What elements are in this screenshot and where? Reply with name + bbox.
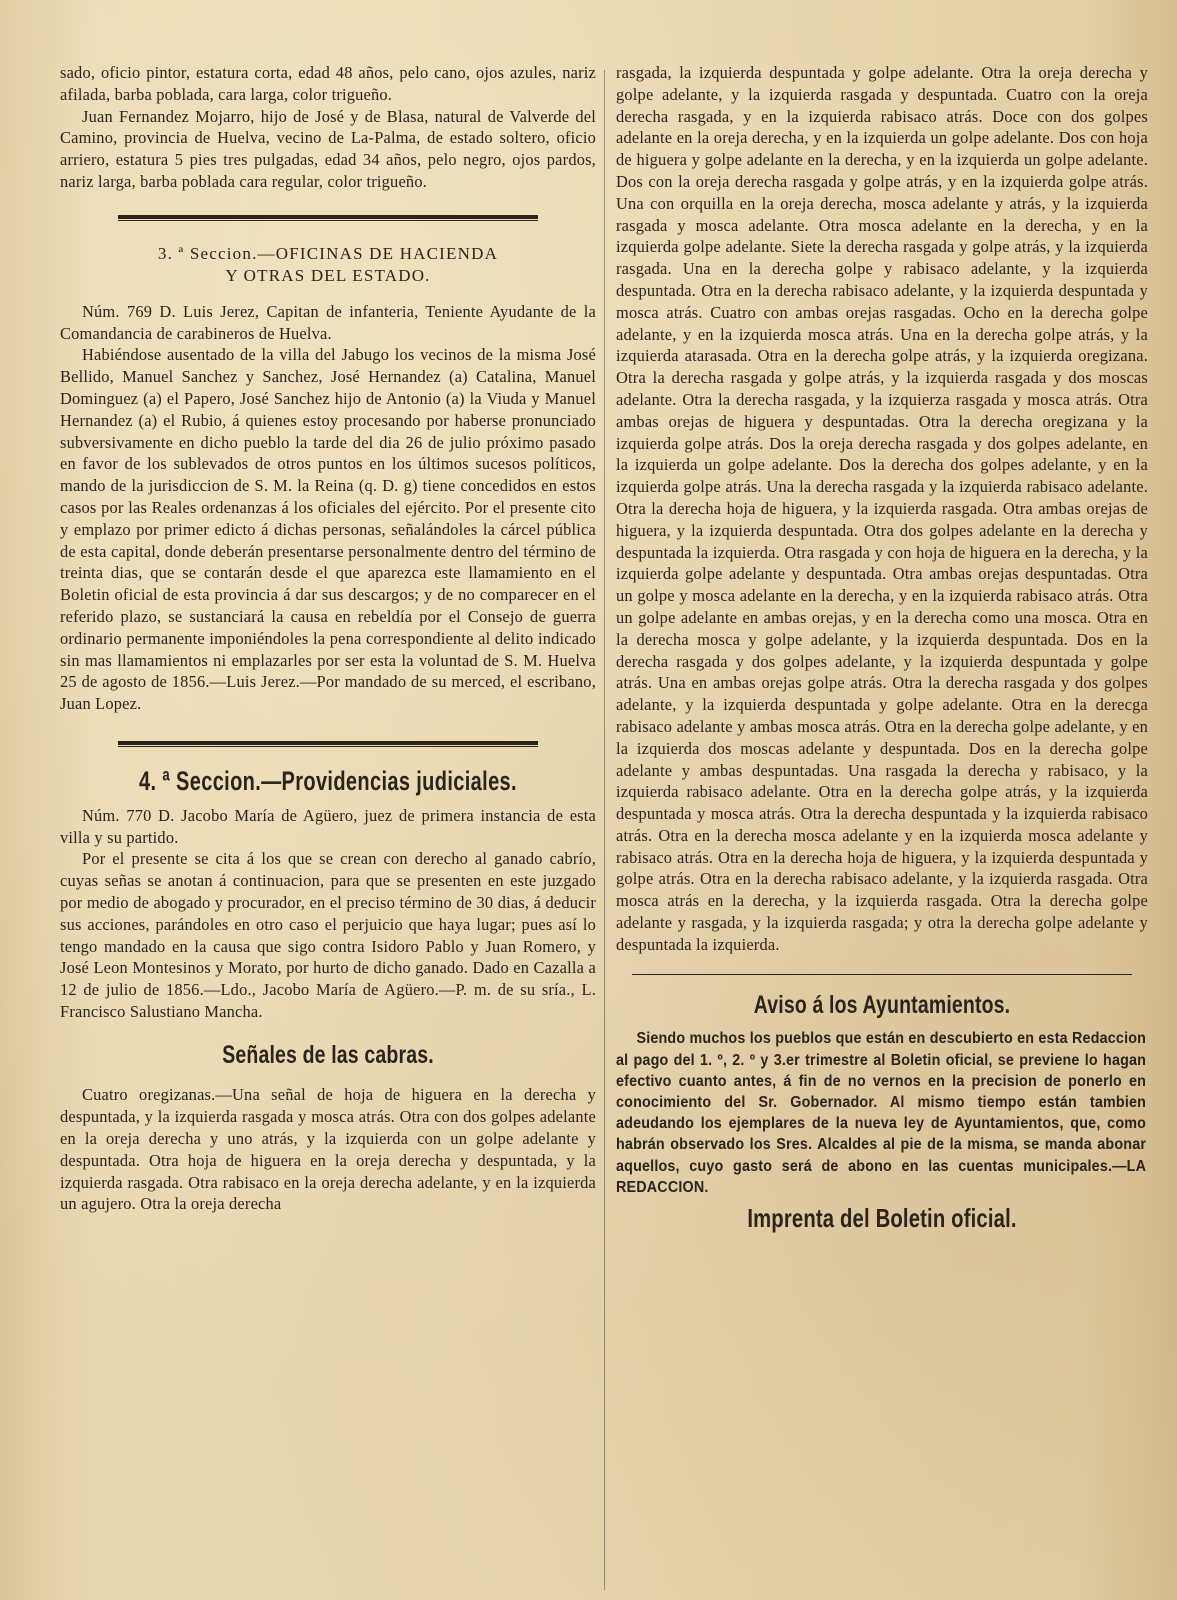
intro-paragraph-1: sado, oficio pintor, estatura corta, edad 48 años, pelo cano, ojos azules, nariz afilada, barba poblada, cara larga, color trigueño. (60, 63, 596, 104)
aviso-body (616, 1028, 1148, 1198)
senales-paragraph: Cuatro oregizanas.—Una señal de hoja de higuera en la derecha y despuntada, y la izquierda rasgada y mosca atrás. Otra con dos golpes adelante en la oreja derecha y uno atrás, y la izquierda con un golpe adelante y despuntada. Otra hoja de higuera en la oreja derecha y despuntada, y la izquierda rasgada. Otra rabisaco en la oreja derecha adelante, y en la izquierda un agujero. Otra la oreja derecha (60, 1085, 596, 1214)
aviso-divider (632, 974, 1132, 975)
section3-title-line1: 3. ª Seccion.—OFICINAS DE HACIENDA (157, 243, 499, 263)
intro-paragraph-2: Juan Fernandez Mojarro, hijo de José y de Blasa, natural de Valverde del Camino, provincia de Huelva, vecino de La-Palma, de estado soltero, oficio arriero, estatura 5 pies tres pulgadas, edad 34 años, pelo negro, ojos pardos, nariz larga, barba poblada cara regular, color trigueño. (60, 106, 596, 191)
section4-title: 4. ª Seccion.—Providencias judiciales. (139, 765, 517, 796)
imprint-line: Imprenta del Boletin oficial. (747, 1203, 1017, 1234)
goat-marks-paragraph: rasgada, la izquierda despuntada y golpe adelante. Otra la oreja derecha y golpe adelante, y la izquierda rasgada y despuntada. Cuatro con la oreja derecha rasgada, y en la izquierda rabisaco atrás. Doce con dos golpes adelante en la oreja derecha, y en la izquierda un golpe adelante. Dos con hoja de higuera y golpe adelante en la derecha, y en la izquierda un golpe adelante. Dos con la oreja derecha rasgada y golpe atrás, y en la izquierda golpe atrás. Una con orquilla en la oreja derecha, mosca adelante y atrás, y la izquierda rasgada y mosca adelante. Otra mosca adelante en la derecha, y en la izquierda golpe adelante. Siete la derecha rasgada y golpe atrás, y la izquierda rasgada. Una en la derecha golpe y rabisaco adelante, y la izquierda despuntada. Otra en la derecha rabisaco adelante, y la izquierda despuntada y mosca atrás. Cuatro con ambas orejas rasgadas. Ocho en la derecha golpe adelante, y en la izquierda mosca atrás. Una en la derecha golpe atrás, y la izquierda atarasada. Otra en la derecha golpe atrás, y la izquierda oregizana. Otra la derecha rasgada y golpe atrás, y la izquierda rasgada y dos moscas adelante. Otra la derecha rasgada, y la izquierza rasgada y mosca atrás. Otra ambas orejas de higuera y despuntadas. Otra la derecha oregizana y la izquierda golpe atrás. Dos la oreja derecha rasgada y dos golpes adelante, en la izquierda un golpe adelante. Dos la derecha dos golpes adelante, y en la izquierda golpe atrás. Una la derecha rasgada y la izquierda rabisaco adelante. Otra la derecha hoja de higuera, y la izquierda rasgada. Otra ambas orejas de higuera, y la izquierda despuntada. Otra dos golpes adelante en la derecha y despuntada la izquierda. Otra rasgada y con hoja de higuera en la derecha, y la izquierda golpe adelante y despuntada. Otra ambas orejas despuntadas. Otra un golpe y mosca adelante en la derecha, y en la izquierda rabisaco atrás. Otra un golpe adelante en ambas orejas, y en la derecha como una mosca. Otra en la derecha mosca y golpe adelante, y la izquierda despuntada. Dos en la derecha rasgada y dos golpes adelante, y la izquierda despuntada y golpe atrás. Una en ambas orejas golpe atrás. Otra la derecha rasgada y dos golpes adelante, y la izquierda despuntada y golpe adelante. Otra en la derecga rabisaco adelante y ambas mosca atrás. Otra en la derecha golpe adelante, y en la izquierda dos moscas adelante y despuntada. Dos en la derecha golpe adelante y ambas despuntadas. Una rasgada la derecha y rabisaco, y la izquierda rabisaco adelante. Otra en la derecha golpe atrás, y la izquierda despuntada y mosca atrás. Otra la derecha despuntada y la izquierda rabisaco atrás. Otra en la derecha mosca adelante y en la izquierda mosca adelante y rabisaco atrás. Otra en la derecha hoja de higuera, y la izquierda despuntada y golpe atrás. Otra en la derecha rabisaco adelante, y la izquierda rasgada. Otra mosca atrás en la derecha, y la izquierda rasgada. Otra la derecha golpe adelante y rasgada, y la izquierda rasgada; y otra la derecha golpe adelante y despuntada la izquierda. (616, 63, 1148, 954)
left-column (60, 62, 596, 1215)
aviso-title: Aviso á los Ayuntamientos. (753, 990, 1011, 1019)
section4-header-paragraph: Núm. 770 D. Jacobo María de Agüero, juez de primera instancia de esta villa y su partido. (60, 805, 596, 847)
aviso-paragraph: Siendo muchos los pueblos que están en descubierto en esta Redaccion al pago del 1. º, 2. º y 3.er trimestre al Boletin oficial, se previene lo hagan efectivo cuanto antes, á fin de no vernos en la precision de ponerlo en conocimiento del Sr. Gobernador. Al mismo tiempo están tambien adeudando los ejemplares de la nueva ley de Ayuntamientos, que, como habrán observado los Sres. Alcaldes al pie de la misma, se manda abonar aquellos, cuyo gasto será de abono en las cuentas municipales.—LA REDACCION. (616, 1030, 1147, 1196)
right-column (616, 62, 1148, 1234)
section4-body-paragraph: Por el presente se cita á los que se crean con derecho al ganado cabrío, cuyas señas se anotan á continuacion, para que se presenten en este juzgado por medio de abogado y procurador, en el preciso término de 30 dias, á deducir sus acciones, parándoles en otro caso el perjuicio que haya lugar; pues así lo tengo mandado en la causa que sigo contra Isidoro Pablo y Juan Romero, y José Leon Montesinos y Morato, por hurto de dicho ganado. Dado en Cazalla a 12 de julio de 1856.—Ldo., Jacobo María de Agüero.—P. m. de su sría., L. Francisco Salustiano Mancha. (60, 849, 596, 1021)
section3-title-line2: Y OTRAS DEL ESTADO. (225, 265, 431, 285)
section3-body-paragraph: Habiéndose ausentado de la villa del Jabugo los vecinos de la misma José Bellido, Manuel Sanchez y Sanchez, José Hernandez (a) Catalina, Manuel Dominguez (a) el Papero, José Sanchez hijo de Antonio (a) la Viuda y Manuel Hernandez (a) el Rubio, á quienes estoy procesando por haberse pronunciado subversivamente en dicho pueblo la tarde del dia 26 de julio próximo pasado en favor de los sublevados de otros puntos en los últimos sucesos políticos, mando de la jurisdiccion de S. M. la Reina (q. D. g) tiene concedidos en estos casos por las Reales ordenanzas á los oficiales del ejército. Por el presente cito y emplazo por primer edicto á dichas personas, señalándoles la cárcel pública de esta capital, donde deberán presentarse personalmente dentro del término de treinta dias, que se contarán desde el que aparezca este llamamiento en el Boletin oficial de esta provincia á dar sus descargos; y de no comparecer en el referido plazo, se sustanciará la causa en rebeldía por el Consejo de guerra ordinario permanente imponiéndoles la pena correspondiente al delito indicado sin mas llamamientos ni emplazarles por ser esta la voluntad de S. M. Huelva 25 de agosto de 1856.—Luis Jerez.—Por mandado de su merced, el escribano, Juan Lopez. (60, 345, 596, 714)
senales-title: Señales de las cabras. (222, 1040, 434, 1069)
section-divider (118, 741, 538, 747)
section-divider (118, 215, 538, 221)
section3-header-paragraph: Núm. 769 D. Luis Jerez, Capitan de infanteria, Teniente Ayudante de la Comandancia de carabineros de Huelva. (60, 301, 596, 343)
column-divider (604, 70, 605, 1590)
